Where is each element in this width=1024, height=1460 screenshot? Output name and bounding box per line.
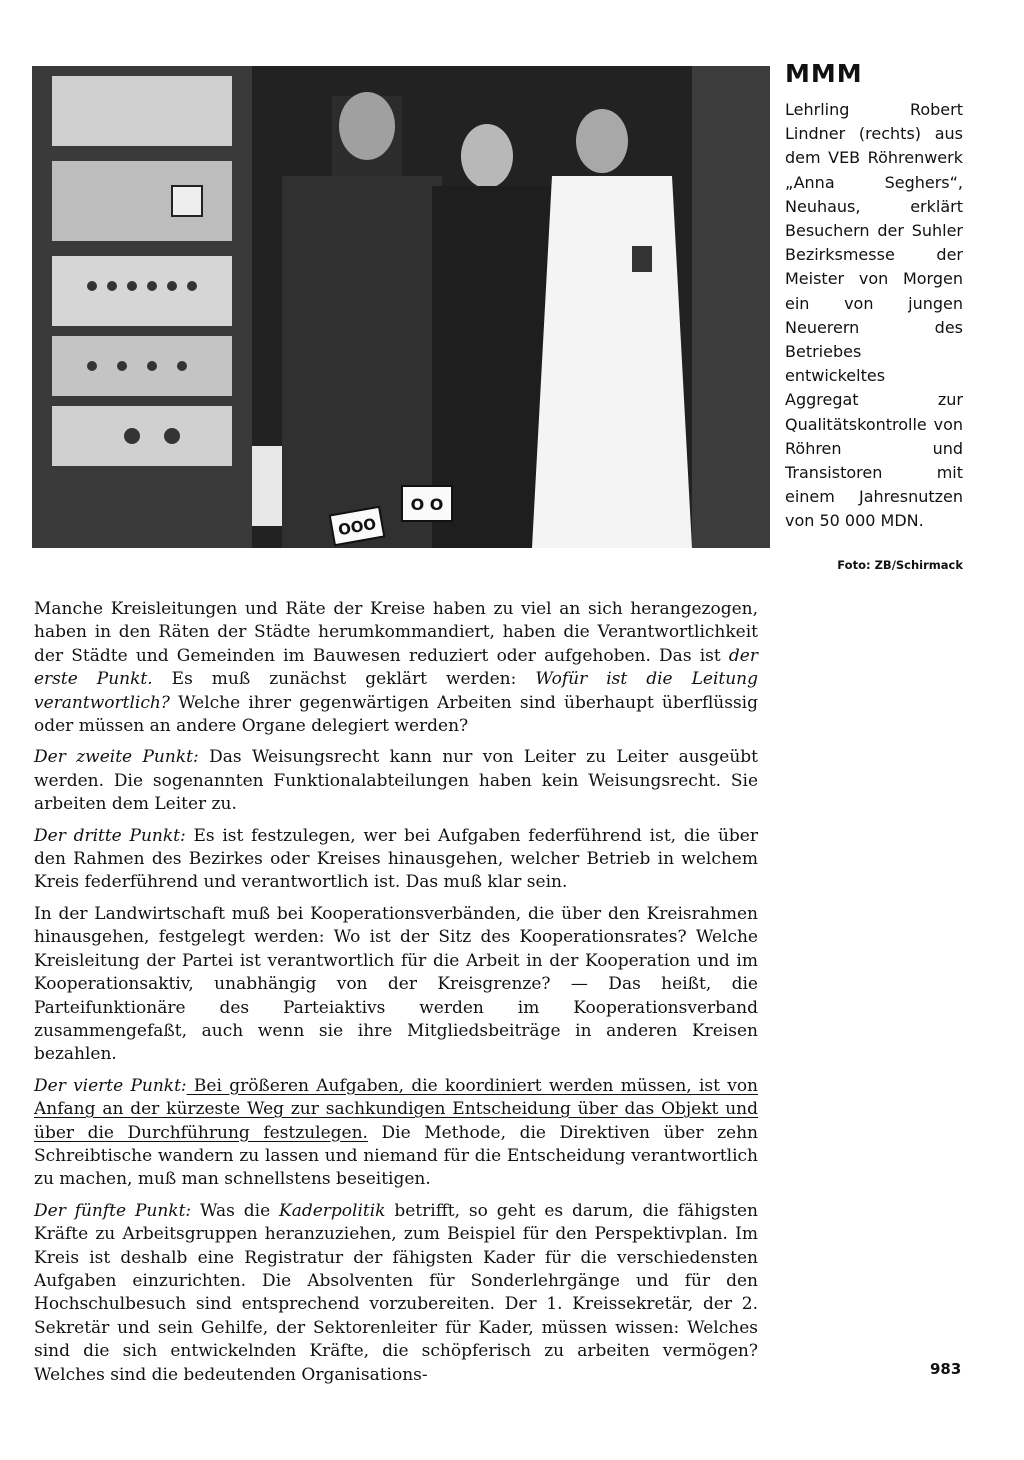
page-number: 983 <box>930 1360 962 1378</box>
photo-equipment-scene-icon <box>32 66 770 548</box>
rack-label-1: OOO <box>336 514 378 540</box>
photo-credit: Foto: ZB/Schirmack <box>837 557 963 572</box>
paragraph-3: Der dritte Punkt: Es ist festzulegen, wer bei Aufgaben federführend ist, die über den Rahmen des Bezirkes oder Kreises hinausgehen, welcher Betrieb in welchem Kreis federführend und verantwortlich ist. Das muß klar sein. <box>34 825 758 893</box>
paragraph-5: Der vierte Punkt: Bei größeren Aufgaben, die koordiniert werden müssen, ist von Anfang an der kürzeste Weg zur sachkundigen Entscheidung über das Objekt und über die Durchführung festzulegen. Die Methode, die Direktiven über zehn Schreibtische wandern zu lassen und niemand für die Entscheidung verantwortlich zu machen, muß man schnellstens beseitigen. <box>34 1075 758 1190</box>
caption-text: Lehrling Robert Lindner (rechts) aus dem VEB Röhrenwerk „Anna Seghers“, Neuhaus, erklärt Besuchern der Suhler Bezirksmesse der Meister von Morgen ein von jungen Neuerern des Betriebes entwickeltes Aggregat zur Qualitätskontrolle von Röhren und Transistoren mit einem Jahresnutzen von 50 000 MDN. <box>785 100 963 531</box>
paragraph-6: Der fünfte Punkt: Was die Kaderpolitik betrifft, so geht es darum, die fähigsten Kräfte zu Arbeitsgruppen heranzuziehen, zum Beispiel für den Perspektivplan. Im Kreis ist deshalb eine Registratur der fähigsten Kader für die verschiedensten Aufgaben einzurichten. Die Absolventen für Sonderlehrgänge und für den Hochschulbesuch sind entsprechend vorzubereiten. Der 1. Kreissekretär, der 2. Sekretär und sein Gehilfe, der Sektorenleiter für Kader, müssen wissen: Welches sind die sich entwickelnden Kräfte, die schöpferisch zu arbeiten vermögen? Welches sind die bedeutenden Organisations- <box>34 1200 758 1385</box>
article-body <box>34 598 758 1395</box>
caption-heading: MMM <box>785 59 863 88</box>
photo-caption-sidebar <box>785 60 963 572</box>
rack-label-2: O O <box>410 495 444 514</box>
person-right <box>576 109 628 173</box>
news-photo <box>32 66 770 548</box>
underlined-passage: Bei größeren Aufgaben, die koordiniert werden müssen, ist von Anfang an der kürzeste Weg zur sachkundigen Entscheidung über das Objekt und über die Durchführung festzulegen. <box>34 1075 758 1143</box>
paragraph-2: Der zweite Punkt: Das Weisungsrecht kann nur von Leiter zu Leiter ausgeübt werden. Die sogenannten Funktionalabteilungen haben kein Weisungsrecht. Sie arbeiten dem Leiter zu. <box>34 747 759 815</box>
paragraph-4: In der Landwirtschaft muß bei Kooperationsverbänden, die über den Kreisrahmen hinausgehen, festgelegt werden: Wo ist der Sitz des Kooperationsrates? Welche Kreisleitung der Partei ist verantwortlich für die Arbeit in der Kooperation und im Kooperationsaktiv, unabhängig von der Kreisgrenze? — Das heißt, die Parteifunktionäre des Parteiaktivs werden im Kooperationsverband zusammengefaßt, auch wenn sie ihre Mitgliedsbeiträge in anderen Kreisen bezahlen. <box>34 903 758 1065</box>
paragraph-1: Manche Kreisleitungen und Räte der Kreise haben zu viel an sich herangezogen, haben in den Räten der Städte herumkommandiert, haben die Verantwortlichkeit der Städte und Gemeinden im Bauwesen reduziert oder aufgehoben. Das ist der erste Punkt. Es muß zunächst geklärt werden: Wofür ist die Leitung verantwortlich? Welche ihrer gegenwärtigen Arbeiten sind überhaupt überflüssig oder müssen an andere Organe delegiert werden? <box>34 599 758 737</box>
person-center <box>461 124 513 188</box>
